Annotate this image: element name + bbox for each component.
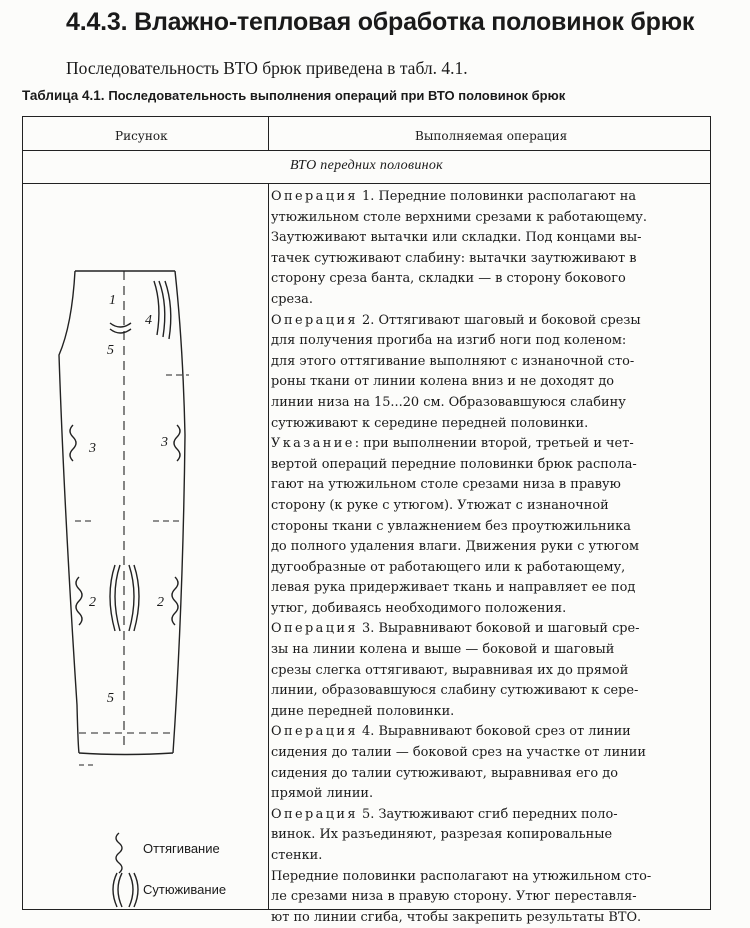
operation-line-text: стенки.: [271, 848, 323, 863]
operation-line-text: левая рука придерживает ткань и направляет ее под: [271, 580, 636, 596]
operation-line-text: срезы слегка оттягивают, выравнивая их до прямой: [271, 662, 629, 678]
operation-line-text: гают на утюжильном столе срезами низа в правую: [271, 477, 621, 493]
operation-line-text: стороны ткани с увлажнением без проутюжильника: [271, 518, 631, 534]
operation-text-line: [271, 331, 705, 352]
operation-text-line: [271, 722, 705, 743]
operation-line-text: дине передней половинки.: [271, 703, 455, 719]
operation-text-line: [271, 372, 705, 393]
operation-text-line: [271, 578, 705, 599]
figure-label-2-left: 2: [89, 595, 96, 610]
table-caption-number: Таблица 4.1.: [22, 88, 105, 103]
operation-line-text: ле срезами низа в правую сторону. Утюг переставля-: [271, 889, 637, 905]
operation-text-line: [271, 393, 705, 414]
operation-text-line: [271, 846, 705, 867]
operation-text-line: [271, 640, 705, 661]
operation-line-text: среза.: [271, 291, 313, 307]
operation-line-text: вертой операций передние половинки брюк распола-: [271, 456, 637, 472]
figure-label-4: 4: [145, 313, 152, 328]
operation-text-line: [271, 517, 705, 538]
figure-label-1: 1: [109, 293, 116, 308]
operation-line-text: 3. Выравнивают боковой и шаговый сре-: [357, 621, 640, 637]
operation-text-line: [271, 269, 705, 290]
operation-text-line: [271, 702, 705, 723]
figure-label-2-right: 2: [157, 595, 164, 610]
operation-line-text: прямой линии.: [271, 786, 374, 802]
operation-text-line: [271, 825, 705, 846]
operation-line-text: Заутюживают вытачки или складки. Под концами вы-: [271, 230, 642, 246]
figure-label-3-left: 3: [89, 441, 96, 456]
operation-lead-word: Операция: [271, 312, 358, 328]
operation-line-text: сторону (к руке с утюгом). Утюжат с изнаночной: [271, 497, 609, 513]
operation-text-line: [271, 867, 705, 888]
operation-line-text: утюжильном столе верхними срезами к работающему.: [271, 209, 647, 225]
operation-lead-word: Операция: [271, 621, 358, 637]
operation-text-line: [271, 887, 705, 908]
intro-text: Последовательность ВТО брюк приведена в табл. 4.1.: [66, 58, 468, 78]
operation-line-text: дугообразные от работающего или к работающему,: [271, 559, 626, 575]
operation-text-line: [271, 681, 705, 702]
operation-text-line: [271, 290, 705, 311]
trouser-front-figure: [23, 185, 269, 911]
operations-table: [22, 116, 711, 925]
operation-line-text: линии низа на 15...20 см. Образовавшуюся слабину: [271, 394, 626, 410]
operation-text-line: [271, 455, 705, 476]
operation-line-text: 4. Выравнивают боковой срез от линии: [357, 724, 631, 740]
operation-line-text: 1. Передние половинки располагают на: [357, 189, 637, 204]
operation-text: [271, 187, 705, 928]
operation-line-text: сутюживают к середине передней половинки.: [271, 415, 589, 431]
operation-line-text: 2. Оттягивают шаговый и боковой срезы: [357, 312, 641, 328]
table-caption-text: Последовательность выполнения операций при ВТО половинок брюк: [108, 88, 566, 103]
operation-text-line: [271, 784, 705, 805]
operation-text-line: [271, 661, 705, 682]
header-divider: [23, 150, 710, 151]
operation-line-text: сидения до талии сутюживают, выравнивая его до: [271, 765, 618, 781]
operation-text-line: [271, 619, 705, 640]
column-header-figure: Рисунок: [115, 129, 168, 143]
operation-line-text: Передние половинки располагают на утюжильном сто-: [271, 868, 652, 884]
operation-text-line: [271, 249, 705, 270]
figure-label-5-top: 5: [107, 343, 114, 358]
operation-text-line: [271, 764, 705, 785]
operation-line-text: винок. Их разъединяют, разрезая копировальные: [271, 827, 613, 843]
operation-text-line: [271, 537, 705, 558]
operation-line-text: 5. Заутюживают сгиб передних поло-: [357, 806, 618, 822]
operation-text-line: [271, 434, 705, 455]
operation-text-line: [271, 599, 705, 620]
section-heading: 4.4.3. Влажно-тепловая обработка половинок брюк: [66, 8, 695, 36]
operation-text-line: [271, 805, 705, 826]
operation-line-text: для получения прогиба на изгиб ноги под коленом:: [271, 333, 627, 349]
operation-text-line: [271, 311, 705, 332]
operation-line-text: до полного удаления влаги. Движения руки с утюгом: [271, 539, 640, 555]
operation-line-text: для этого оттягивание выполняют с изнаночной сто-: [271, 353, 635, 369]
operation-text-line: [271, 475, 705, 496]
operation-line-text: утюг, добиваясь необходимого положения.: [271, 600, 567, 616]
legend-stretch-label: Оттягивание: [143, 841, 220, 856]
operation-line-text: роны ткани от линии колена вниз и не доходят до: [271, 374, 615, 390]
operation-lead-word: Операция: [271, 189, 358, 204]
operation-text-line: [271, 187, 705, 208]
figure-label-3-right: 3: [161, 435, 168, 450]
operation-line-text: сторону среза банта, складки — в сторону бокового: [271, 271, 626, 287]
operation-text-line: [271, 228, 705, 249]
operation-line-text: линии, образовавшуюся слабину сутюживают к сере-: [271, 683, 639, 699]
trouser-front-drawing: [23, 185, 269, 911]
operation-lead-word: Указание: [271, 436, 355, 452]
column-header-operation: Выполняемая операция: [415, 129, 568, 143]
operation-line-text: ют по линии сгиба, чтобы закрепить результаты ВТО.: [271, 909, 642, 925]
operation-lead-word: Операция: [271, 724, 358, 740]
operation-line-text: : при выполнении второй, третьей и чет-: [354, 436, 634, 452]
operation-text-line: [271, 496, 705, 517]
table-caption: [22, 88, 565, 103]
header-column-divider: [268, 117, 269, 150]
operation-text-line: [271, 743, 705, 764]
section-divider: [23, 183, 710, 184]
figure-label-5-bottom: 5: [107, 691, 114, 706]
operation-text-line: [271, 208, 705, 229]
operation-text-line: [271, 414, 705, 435]
operation-lead-word: Операция: [271, 806, 358, 822]
section-row-title: ВТО передних половинок: [289, 158, 444, 173]
operation-line-text: сидения до талии — боковой срез на участке от линии: [271, 745, 646, 761]
legend-shrink-label: Сутюживание: [143, 882, 227, 897]
operation-text-line: [271, 352, 705, 373]
operation-line-text: тачек сутюживают слабину: вытачки заутюживают в: [271, 250, 637, 266]
operation-text-line: [271, 558, 705, 579]
operation-line-text: зы на линии колена и выше — боковой и шаговый: [271, 642, 615, 658]
